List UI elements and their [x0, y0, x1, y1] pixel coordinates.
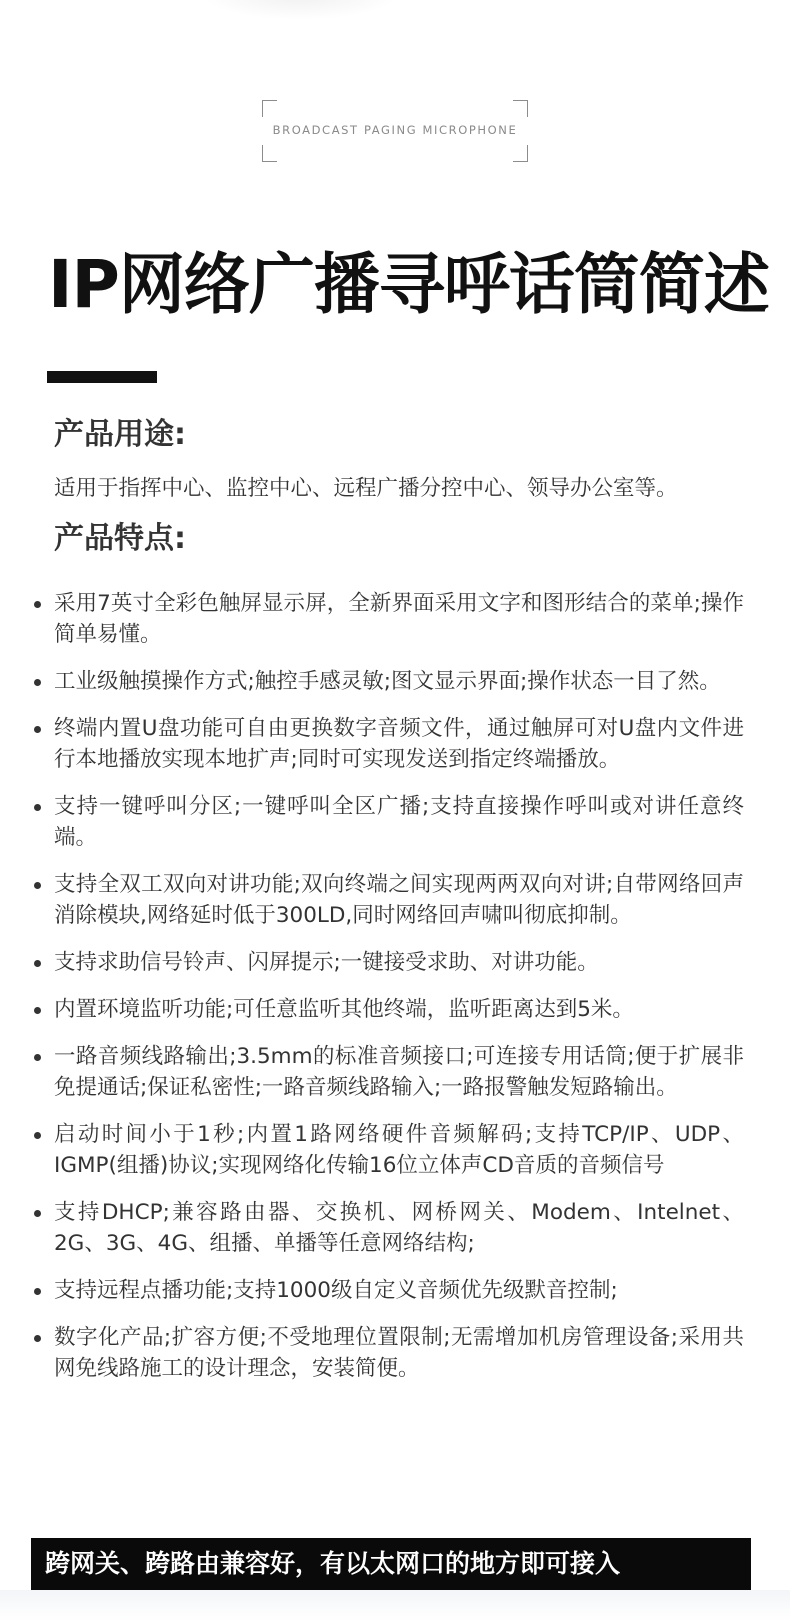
- bullet-dot-icon: [34, 679, 41, 686]
- bullet-dot-icon: [34, 960, 41, 967]
- bullet-dot-icon: [34, 601, 41, 608]
- feature-item: [0, 1041, 790, 1103]
- usage-heading: 产品用途:: [54, 417, 186, 452]
- feature-text: 启动时间小于1秒;内置1路网络硬件音频解码;支持TCP/IP、UDP、IGMP(组播)协议;实现网络化传输16位立体声CD音质的音频信号: [54, 1122, 744, 1178]
- usage-text: 适用于指挥中心、监控中心、远程广播分控中心、领导办公室等。: [54, 476, 678, 501]
- feature-item: [0, 588, 790, 650]
- feature-text: 数字化产品;扩容方便;不受地理位置限制;无需增加机房管理设备;采用共网免线路施工的设计理念，安装简便。: [54, 1325, 744, 1381]
- bracket-corner-bottom-right: [513, 145, 528, 162]
- feature-item: [0, 713, 790, 775]
- feature-item: [0, 1119, 790, 1181]
- feature-item: [0, 869, 790, 931]
- features-list: [0, 588, 790, 1400]
- bullet-dot-icon: [34, 726, 41, 733]
- bracket-corner-top-left: [262, 100, 277, 117]
- subtitle-frame: [262, 100, 528, 162]
- bottom-banner: 跨网关、跨路由兼容好，有以太网口的地方即可接入: [31, 1538, 751, 1590]
- feature-text: 采用7英寸全彩色触屏显示屏，全新界面采用文字和图形结合的菜单;操作简单易懂。: [54, 591, 744, 647]
- feature-text: 支持DHCP;兼容路由器、交换机、网桥网关、Modem、Intelnet、2G、3G、4G、组播、单播等任意网络结构;: [54, 1200, 744, 1256]
- bottom-fade-decoration: [0, 1590, 790, 1621]
- bullet-dot-icon: [34, 1132, 41, 1139]
- bullet-dot-icon: [34, 804, 41, 811]
- bullet-dot-icon: [34, 1210, 41, 1217]
- feature-item: [0, 1275, 790, 1306]
- bullet-dot-icon: [34, 1054, 41, 1061]
- feature-text: 支持全双工双向对讲功能;双向终端之间实现两两双向对讲;自带网络回声消除模块,网络延时低于300LD,同时网络回声啸叫彻底抑制。: [54, 872, 744, 928]
- bullet-dot-icon: [34, 1335, 41, 1342]
- feature-item: [0, 666, 790, 697]
- feature-text: 支持一键呼叫分区;一键呼叫全区广播;支持直接操作呼叫或对讲任意终端。: [54, 794, 744, 850]
- feature-text: 工业级触摸操作方式;触控手感灵敏;图文显示界面;操作状态一目了然。: [54, 669, 721, 694]
- page-title: IP网络广播寻呼话筒简述: [48, 246, 769, 323]
- feature-item: [0, 791, 790, 853]
- bullet-dot-icon: [34, 1288, 41, 1295]
- feature-text: 支持远程点播功能;支持1000级自定义音频优先级默音控制;: [54, 1278, 618, 1303]
- feature-item: [0, 1322, 790, 1384]
- feature-text: 内置环境监听功能;可任意监听其他终端，监听距离达到5米。: [54, 997, 634, 1022]
- features-heading: 产品特点:: [54, 521, 186, 556]
- top-shadow-decoration: [200, 0, 400, 20]
- feature-text: 支持求助信号铃声、闪屏提示;一键接受求助、对讲功能。: [54, 950, 599, 975]
- english-subtitle: BROADCAST PAGING MICROPHONE: [272, 123, 518, 137]
- feature-item: [0, 1197, 790, 1259]
- feature-item: [0, 994, 790, 1025]
- bullet-dot-icon: [34, 882, 41, 889]
- title-underline-bar: [47, 371, 157, 383]
- feature-text: 终端内置U盘功能可自由更换数字音频文件，通过触屏可对U盘内文件进行本地播放实现本地扩声;同时可实现发送到指定终端播放。: [54, 716, 744, 772]
- bracket-corner-top-right: [513, 100, 528, 117]
- bullet-dot-icon: [34, 1007, 41, 1014]
- bracket-corner-bottom-left: [262, 145, 277, 162]
- feature-text: 一路音频线路输出;3.5mm的标准音频接口;可连接专用话筒;便于扩展非免提通话;保证私密性;一路音频线路输入;一路报警触发短路输出。: [54, 1044, 744, 1100]
- feature-item: [0, 947, 790, 978]
